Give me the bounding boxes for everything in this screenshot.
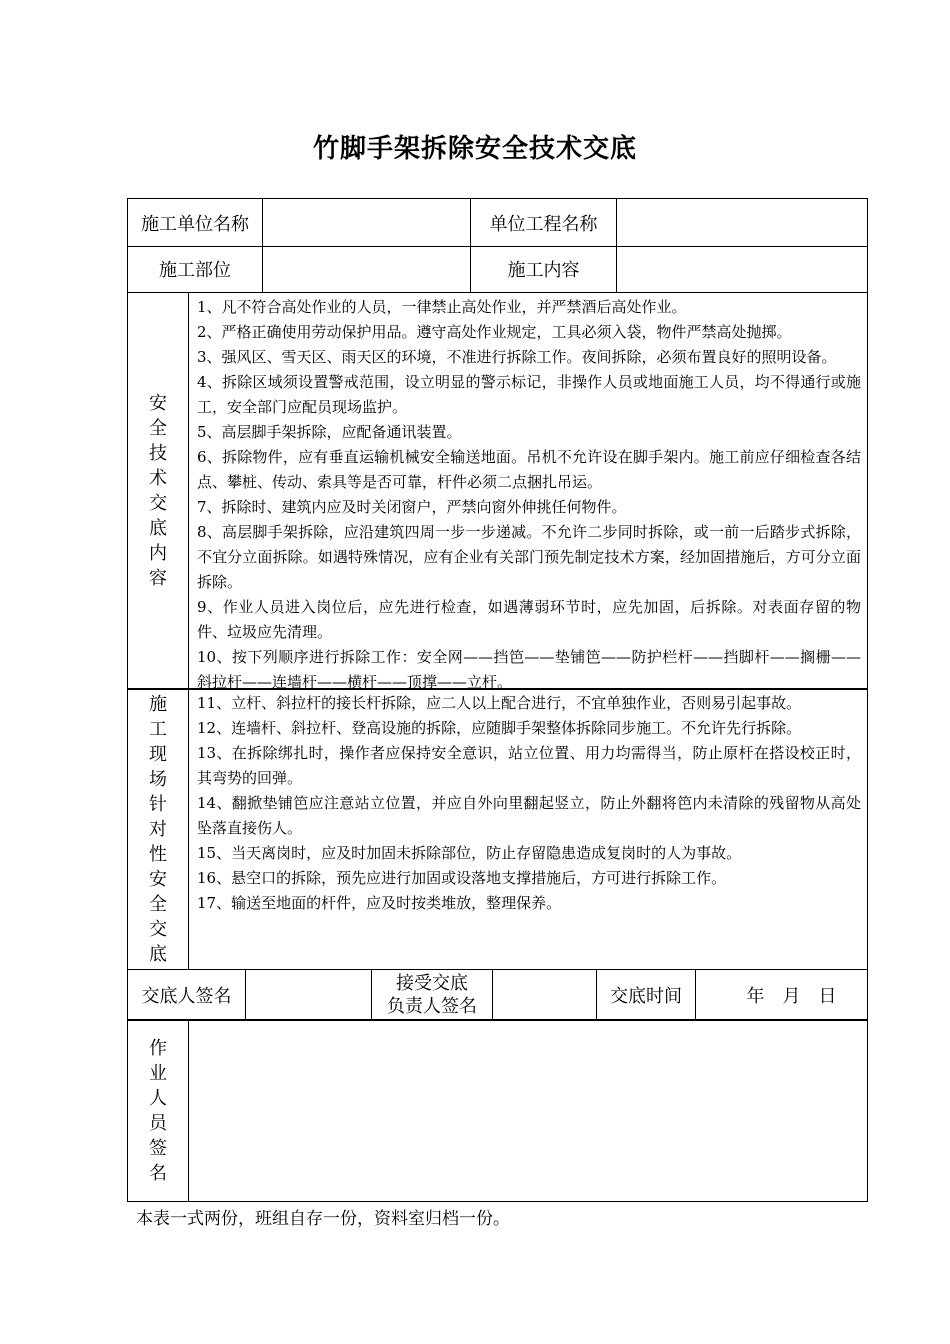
safety-label-char: 底	[149, 517, 167, 539]
site-item: 11、立杆、斜拉杆的接长杆拆除，应二人以上配合进行，不宜单独作业，否则易引起事故。	[197, 694, 802, 712]
workers-signature-area[interactable]	[188, 1020, 867, 1201]
site-label-char: 针	[149, 793, 167, 815]
site-item: 13、在拆除绑扎时，操作者应保持安全意识，站立位置、用力均需得当，防止原杆在搭设校正时，其弯势的回弹。	[197, 744, 861, 787]
safety-content	[188, 293, 867, 689]
workers-label	[128, 1020, 188, 1201]
disclosure-form	[127, 198, 870, 1202]
site-label-char: 底	[149, 943, 167, 965]
safety-label-char: 术	[149, 467, 167, 489]
site-label-char: 性	[149, 843, 167, 865]
workers-label-char: 签	[149, 1137, 167, 1159]
safety-label-char: 安	[149, 392, 167, 414]
safety-item: 9、作业人员进入岗位后，应先进行检查，如遇薄弱环节时，应先加固，后拆除。对表面存留的物件、垃圾应先清理。	[197, 597, 861, 641]
part-label: 施工部位	[159, 260, 231, 282]
discloser-signature-field[interactable]	[245, 970, 371, 1020]
site-label-char: 场	[149, 768, 167, 790]
safety-item: 2、严格正确使用劳动保护用品。遵守高处作业规定，工具必须入袋，物件严禁高处抛掷。	[197, 322, 792, 341]
discloser-label: 交底人签名	[141, 985, 232, 1007]
safety-label-char: 内	[149, 542, 167, 564]
workers-label-char: 作	[149, 1037, 167, 1059]
safety-label-char: 容	[149, 567, 167, 589]
date-text: 年 月 日	[746, 985, 837, 1007]
site-label-char: 安	[149, 868, 167, 890]
safety-item: 1、凡不符合高处作业的人员，一律禁止高处作业，并严禁酒后高处作业。	[197, 297, 687, 316]
site-item: 14、翻掀垫铺笆应注意站立位置，并应自外向里翻起竖立，防止外翻将笆内未清除的残留物从高处坠落直接伤人。	[197, 794, 861, 837]
safety-item: 4、拆除区域须设置警戒范围，设立明显的警示标记，非操作人员或地面施工人员，均不得通行或施工，安全部门应配员现场监护。	[197, 372, 861, 416]
time-label: 交底时间	[596, 970, 695, 1020]
site-item: 15、当天离岗时，应及时加固未拆除部位，防止存留隐患造成复岗时的人为事故。	[197, 844, 742, 862]
footer-note: 本表一式两份，班组自存一份，资料室归档一份。	[136, 1209, 510, 1229]
safety-label-char: 全	[149, 417, 167, 439]
site-label	[128, 689, 188, 969]
safety-item: 6、拆除物件，应有垂直运输机械安全输送地面。吊机不允许设在脚手架内。施工前应仔细检查各结点、攀桩、传动、索具等是否可靠，杆件必须二点捆扎吊运。	[197, 447, 861, 491]
site-section	[127, 688, 868, 970]
signature-row	[127, 969, 868, 1021]
safety-item: 8、高层脚手架拆除，应沿建筑四周一步一步递减。不允许二步同时拆除，或一前一后踏步式拆除，不宜分立面拆除。如遇特殊情况，应有企业有关部门预先制定技术方案，经加固措施后，方可分立面拆除。	[197, 522, 861, 591]
content-label: 施工内容	[470, 247, 616, 293]
site-content	[188, 689, 867, 969]
site-item: 17、输送至地面的杆件，应及时按类堆放，整理保养。	[197, 894, 562, 912]
safety-section	[127, 292, 868, 690]
receiver-label-line1: 接受交底	[396, 972, 468, 994]
unit-name-field[interactable]	[262, 199, 470, 246]
site-label-char: 现	[149, 743, 167, 765]
workers-section	[127, 1019, 868, 1202]
site-label-char: 对	[149, 818, 167, 840]
site-label-char: 施	[149, 693, 167, 715]
safety-item: 5、高层脚手架拆除，应配备通讯装置。	[197, 422, 462, 441]
workers-label-char: 业	[149, 1062, 167, 1084]
part-field[interactable]	[262, 247, 470, 293]
content-field[interactable]	[616, 247, 867, 293]
site-label-char: 全	[149, 893, 167, 915]
unit-name-label: 施工单位名称	[141, 213, 249, 235]
header-row-1	[127, 198, 868, 247]
workers-label-char: 员	[149, 1112, 167, 1134]
safety-item: 3、强风区、雪天区、雨天区的环境，不准进行拆除工作。夜间拆除，必须布置良好的照明设备。	[197, 347, 837, 366]
receiver-label	[371, 970, 492, 1020]
site-item: 12、连墙杆、斜拉杆、登高设施的拆除，应随脚手架整体拆除同步施工。不允许先行拆除。	[197, 719, 802, 737]
project-name-label: 单位工程名称	[470, 199, 616, 246]
date-field[interactable]	[695, 970, 867, 1020]
safety-label-char: 交	[149, 492, 167, 514]
safety-item: 7、拆除时、建筑内应及时关闭窗户，严禁向窗外伸挑任何物件。	[197, 497, 627, 516]
workers-label-char: 人	[149, 1087, 167, 1109]
header-row-2	[127, 246, 868, 294]
document-title: 竹脚手架拆除安全技术交底	[312, 134, 637, 164]
project-name-field[interactable]	[616, 199, 867, 246]
receiver-label-line2: 负责人签名	[387, 995, 477, 1017]
safety-label	[128, 293, 188, 689]
site-item: 16、悬空口的拆除，预先应进行加固或设落地支撑措施后，方可进行拆除工作。	[197, 869, 727, 887]
safety-label-char: 技	[149, 442, 167, 464]
workers-label-char: 名	[149, 1162, 167, 1184]
safety-item: 10、按下列顺序进行拆除工作：安全网——挡笆——垫铺笆——防护栏杆——挡脚杆——搁栅——斜拉杆——连墙杆——横杆——顶撑——立杆。	[197, 647, 861, 691]
receiver-signature-field[interactable]	[492, 970, 596, 1020]
site-label-char: 交	[149, 918, 167, 940]
site-label-char: 工	[149, 718, 167, 740]
